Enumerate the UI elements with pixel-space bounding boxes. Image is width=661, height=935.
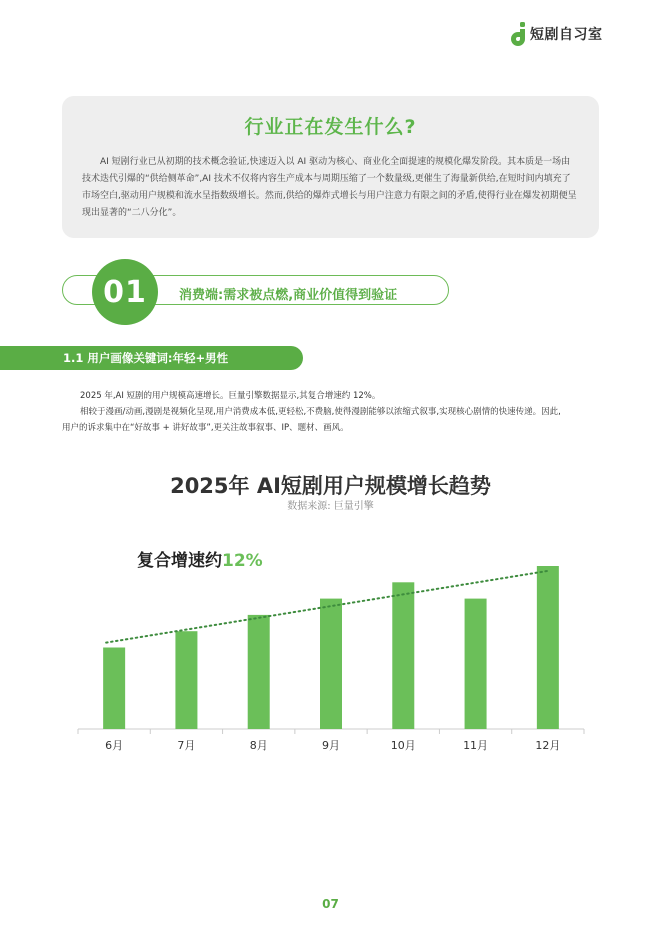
intro-panel	[62, 96, 599, 238]
subsection-title: 1.1 用户画像关键词:年轻+男性	[63, 351, 229, 365]
section-number: 01	[103, 274, 147, 310]
brand-logo	[509, 22, 603, 46]
paragraph-1: 2025 年,AI 短剧的用户规模高速增长。巨量引擎数据显示,其复合增速约 12%。	[80, 391, 381, 401]
bar-1	[103, 648, 125, 730]
x-tick-label: 7月	[177, 739, 196, 752]
x-tick-label: 10月	[390, 739, 416, 752]
trend-line	[106, 571, 548, 643]
x-tick-label: 11月	[463, 739, 489, 752]
x-tick-label: 6月	[105, 739, 124, 752]
chart-annotation	[137, 546, 263, 571]
section-number-badge	[92, 259, 158, 325]
paragraph-2: 相较于漫画/动画,漫剧是视频化呈现,用户消费成本低,更轻松,不费脑,使得漫剧能够以浓缩式叙事,实现核心剧情的快速传递。因此,	[80, 407, 561, 417]
section-title: 消费端:需求被点燃,商业价值得到验证	[179, 288, 398, 303]
logo-icon	[509, 22, 527, 46]
x-tick-label: 8月	[249, 739, 268, 752]
bar-4	[320, 599, 342, 729]
bar-5	[392, 582, 414, 729]
chart-subtitle: 数据来源: 巨量引擎	[287, 501, 374, 512]
chart-title: 2025年 AI短剧用户规模增长趋势	[170, 474, 491, 498]
page-number: 07	[322, 897, 339, 911]
annotation-label: 复合增速约	[137, 551, 222, 571]
bar-2	[175, 631, 197, 729]
intro-body: AI 短剧行业已从初期的技术概念验证,快速迈入以 AI 驱动为核心、商业化全面提速的规模化爆发阶段。其本质是一场由技术迭代引爆的“供给侧革命”,AI 技术不仅将内容生产成本与周期压缩了一个数量级,更催生了海量新供给,在短时间内填充了市场空白,驱动用户规模和流水呈指数级增长。然而,供给的爆炸式增长与用户注意力有限之间的矛盾,使得行业在爆发初期便呈现出显著的“二八分化”。	[82, 157, 577, 218]
bar-3	[248, 615, 270, 729]
intro-title: 行业正在发生什么?	[244, 116, 417, 138]
bar-6	[465, 599, 487, 729]
annotation-value: 12%	[222, 551, 263, 571]
paragraph-3: 用户的诉求集中在“好故事 + 讲好故事”,更关注故事叙事、IP、题材、画风。	[62, 423, 349, 433]
logo-text: 短剧自习室	[530, 27, 603, 43]
bar-7	[537, 566, 559, 729]
x-tick-label: 12月	[535, 739, 561, 752]
x-tick-label: 9月	[322, 739, 340, 752]
